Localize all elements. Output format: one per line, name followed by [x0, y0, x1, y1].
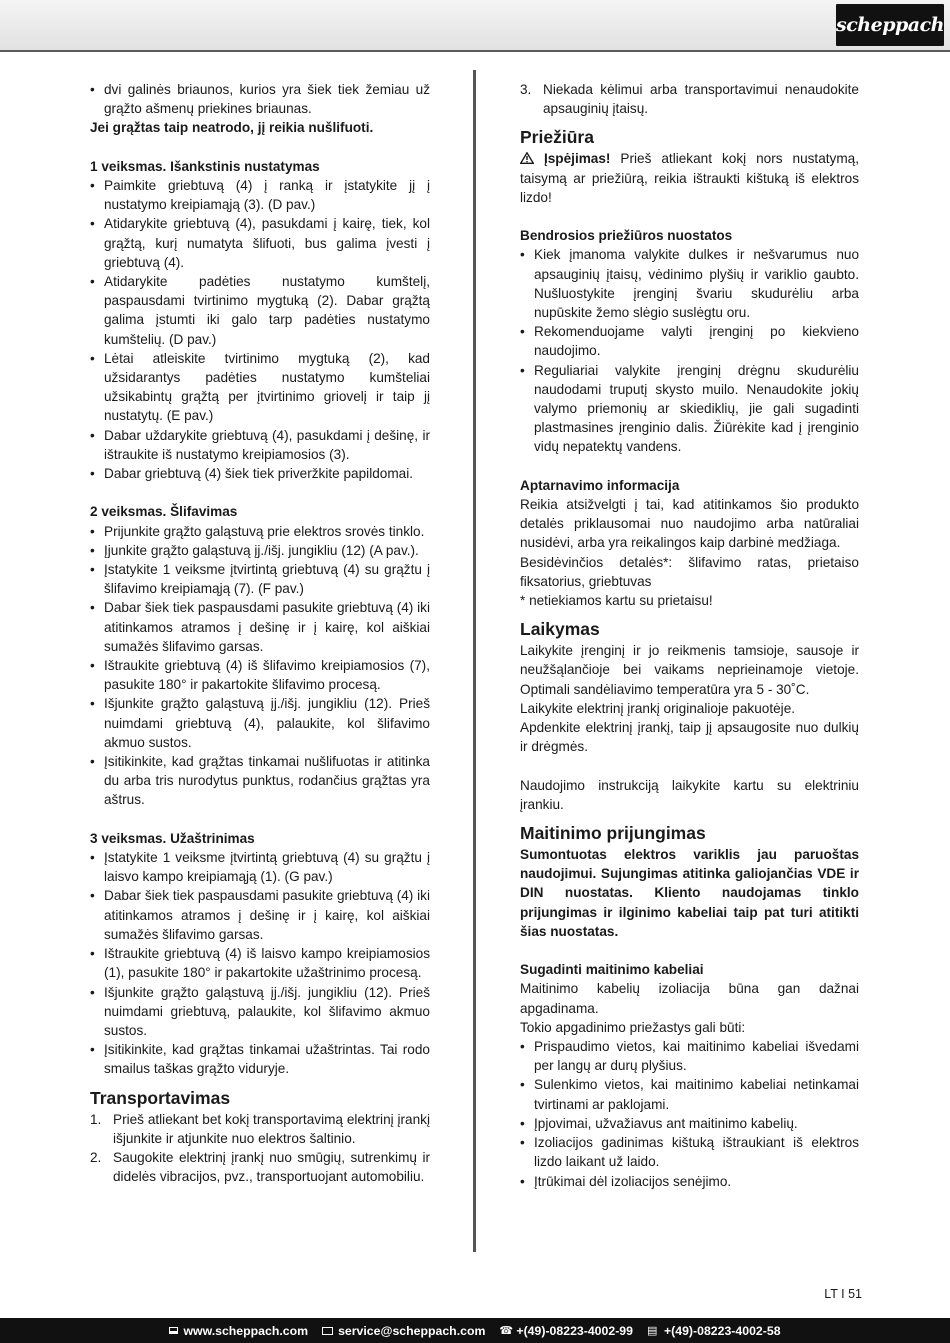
list-item: • Reguliariai valykite įrenginį drėgnu skudurėliu naudodami truputį skysto muilo. Nenaudokite jokių valymo priemonių ar skiediklių, jie gali sugadinti plastmasines įrenginio dalis. Žiūrėkite kad į įrenginio vidų nepatektų vandens.	[520, 361, 859, 457]
list-number: 3.	[520, 82, 532, 97]
footer-email	[322, 1324, 485, 1338]
list-item: • Išjunkite grąžto galąstuvą įj./išj. jungikliu (12). Prieš nuimdami griebtuvą (4), palaukite, kol šlifavimo akmuo sustos.	[90, 694, 430, 752]
step2-list	[90, 522, 430, 810]
list-text: Niekada kėlimui arba transportavimui nenaudokite apsauginių įtaisų.	[543, 82, 859, 117]
intro-list	[90, 80, 430, 118]
transport-heading: Transportavimas	[90, 1087, 231, 1108]
list-item: • Įtrūkimai dėl izoliacijos senėjimo.	[520, 1172, 859, 1191]
warning-label: Įspėjimas!	[543, 151, 611, 167]
list-item: • dvi galinės briaunos, kurios yra šiek tiek žemiau už grąžto ašmenų priekines briaunas.	[90, 80, 430, 118]
damaged-cables-title: Sugadinti maitinimo kabeliai	[520, 962, 704, 978]
transport-list	[90, 1110, 430, 1187]
list-number: 1.	[90, 1111, 102, 1127]
brand-logo: scheppach	[836, 4, 944, 46]
page-number: LT I 51	[824, 1287, 862, 1301]
warning-text: Prieš atliekant kokį nors nustatymą, taisymą ar priežiūrą, reikia ištraukti kištuką iš elektros lizdo!	[520, 151, 859, 205]
warning-paragraph	[520, 149, 859, 207]
footer-bar	[0, 1318, 950, 1343]
damaged-causes-list	[520, 1037, 859, 1191]
list-item: • Išjunkite grąžto galąstuvą įj./išj. jungikliu (12). Prieš nuimdami griebtuvą, palaukite, kol šlifavimo akmuo sustos.	[90, 983, 430, 1041]
footer-phone-text: +(49)-08223-4002-99	[516, 1323, 633, 1338]
list-item: • Dabar šiek tiek paspausdami pasukite griebtuvą (4) iki atitinkamos atramos į dešinę ir į kairę, kol aiškiai sumažės šlifavimo garsas.	[90, 598, 430, 656]
service-info-text: Reikia atsižvelgti į tai, kad atitinkamos šio produkto detalės priklausomai nuo naudojimo arba natūraliai nusidėvi, arba yra reikalingos kaip darbinė medžiaga.	[520, 497, 859, 551]
intro-bold-note: Jei grąžtas taip neatrodo, jį reikia nušlifuoti.	[90, 120, 374, 136]
power-heading: Maitinimo prijungimas	[520, 823, 706, 844]
storage-text: Laikykite įrenginį ir jo reikmenis tamsioje, sausoje ir neužšąlančioje bei vaikams neprieinamoje vietoje. Optimali sandėliavimo temperatūra yra 5 - 30˚C.	[520, 643, 859, 697]
footer-email-text: service@scheppach.com	[338, 1323, 486, 1338]
warning-icon	[520, 152, 534, 164]
footer-fax-text: +(49)-08223-4002-58	[663, 1323, 781, 1338]
list-item: • Įjunkite grąžto galąstuvą įj./išj. jungikliu (12) (A pav.).	[90, 541, 430, 560]
list-item: • Dabar uždarykite griebtuvą (4), pasukdami į dešinę, ir ištraukite iš nustatymo kreipiamosios (3).	[90, 426, 430, 464]
footer-phone	[499, 1324, 633, 1338]
list-item: • Įsitikinkite, kad grąžtas tinkamai užaštrintas. Tai rodo smailus taškas grąžto viduryje.	[90, 1040, 430, 1078]
list-item	[90, 1110, 430, 1148]
list-item: • Atidarykite padėties nustatymo kumštelį, paspausdami tvirtinimo mygtuką (2). Dabar grąžtą galima įstumti iki galo tarp padėties nustatymo kumštelių. (D pav.)	[90, 272, 430, 349]
step1-list	[90, 176, 430, 483]
list-item: • Įstatykite 1 veiksme įtvirtintą griebtuvą (4) su grąžtu į šlifavimo kreipiamąją (7). (F pav.)	[90, 560, 430, 598]
step2-title: 2 veiksmas. Šlifavimas	[90, 504, 238, 520]
transport-list-cont	[520, 80, 859, 118]
service-info-title: Aptarnavimo informacija	[520, 477, 680, 493]
maintenance-heading: Priežiūra	[520, 127, 594, 148]
list-text: Prieš atliekant bet kokį transportavimą elektrinį įrankį išjunkite ir atjunkite nuo elektros šaltinio.	[113, 1111, 430, 1146]
step3-list	[90, 848, 430, 1078]
power-bold-text: Sumontuotas elektros variklis jau paruoštas naudojimui. Sujungimas atitinka galiojančias VDE ir DIN nuostatas. Kliento naudojamas tinklo prijungimas ir ilginimo kabeliai taip pat turi atitikti šias nuostatas.	[520, 847, 859, 939]
storage-line: Naudojimo instrukciją laikykite kartu su elektriniu įrankiu.	[520, 777, 859, 812]
list-item	[90, 1148, 430, 1186]
list-item: • Prijunkite grąžto galąstuvą prie elektros srovės tinklo.	[90, 522, 430, 541]
header-bar	[0, 0, 950, 52]
storage-line: Apdenkite elektrinį įrankį, taip jį apsaugosite nuo dulkių ir drėgmės.	[520, 720, 859, 755]
list-item: • Ištraukite griebtuvą (4) iš laisvo kampo kreipiamosios (1), pasukite 180° ir pakartokite užaštrinimo procesą.	[90, 944, 430, 982]
storage-line: Laikykite elektrinį įrankį originalioje pakuotėje.	[520, 700, 796, 716]
phone-icon: ☎	[499, 1324, 514, 1337]
general-maintenance-list	[520, 245, 859, 456]
column-divider	[473, 70, 476, 1252]
list-item: • Ištraukite griebtuvą (4) iš šlifavimo kreipiamosios (7), pasukite 180° ir pakartokite šlifavimo procesą.	[90, 656, 430, 694]
fax-icon: ▤	[646, 1324, 658, 1337]
list-item	[520, 80, 859, 118]
step3-title: 3 veiksmas. Užaštrinimas	[90, 830, 255, 846]
general-maintenance-title: Bendrosios priežiūros nuostatos	[520, 228, 733, 244]
damaged-causes-intro: Tokio apgadinimo priežastys gali būti:	[520, 1019, 746, 1035]
list-item: • Lėtai atleiskite tvirtinimo mygtuką (2), kad užsidarantys padėties nustatymo kumšteliai užsikabintų grąžtą per įtvirtinimo griovelį ir taip jį nustatytų. (E pav.)	[90, 349, 430, 426]
footer-web-text: www.scheppach.com	[183, 1323, 309, 1338]
storage-heading: Laikymas	[520, 619, 600, 640]
step1-title: 1 veiksmas. Išankstinis nustatymas	[90, 158, 320, 174]
list-item: • Rekomenduojame valyti įrenginį po kiekvieno naudojimo.	[520, 322, 859, 360]
list-item: • Dabar šiek tiek paspausdami pasukite griebtuvą (4) iki atitinkamos atramos į dešinę ir į kairę, kol aiškiai sumažės šlifavimo garsas.	[90, 886, 430, 944]
right-column	[520, 80, 859, 1191]
footer-fax	[647, 1324, 781, 1338]
list-item: • Įstatykite 1 veiksme įtvirtintą griebtuvą (4) su grąžtu į laisvo kampo kreipiamąją (1). (G pav.)	[90, 848, 430, 886]
service-note: * netiekiamos kartu su prietaisu!	[520, 593, 713, 609]
email-icon	[322, 1327, 333, 1335]
damaged-cables-text: Maitinimo kabelių izoliacija būna gan dažnai apgadinama.	[520, 981, 859, 1016]
list-item: • Atidarykite griebtuvą (4), pasukdami į kairę, tiek, kol grąžtą, kurį numatyta šlifuoti, bus galima įvesti į griebtuvą (4).	[90, 214, 430, 272]
list-number: 2.	[90, 1149, 102, 1165]
list-item: • Įsitikinkite, kad grąžtas tinkamai nušlifuotas ir atitinka du arba tris nurodytus punktus, rodančius grąžtas yra aštrus.	[90, 752, 430, 810]
service-wear-parts: Besidėvinčios detalės*: šlifavimo ratas, prietaiso fiksatorius, griebtuvas	[520, 554, 859, 589]
computer-icon	[169, 1327, 178, 1334]
list-item: • Prispaudimo vietos, kai maitinimo kabeliai išvedami per langų ar durų plyšius.	[520, 1037, 859, 1075]
footer-web	[169, 1324, 308, 1338]
list-item: • Izoliacijos gadinimas kištuką ištraukiant iš elektros lizdo laikant už laido.	[520, 1133, 859, 1171]
list-text: Saugokite elektrinį įrankį nuo smūgių, sutrenkimų ir didelės vibracijos, pvz., transportuojant automobiliu.	[113, 1149, 430, 1185]
list-item: • Sulenkimo vietos, kai maitinimo kabeliai netinkamai tvirtinami ar paklojami.	[520, 1075, 859, 1113]
left-column	[90, 80, 430, 1186]
list-item: • Įpjovimai, užvažiavus ant maitinimo kabelių.	[520, 1114, 859, 1133]
list-item: • Dabar griebtuvą (4) šiek tiek priveržkite papildomai.	[90, 464, 430, 483]
list-item: • Paimkite griebtuvą (4) į ranką ir įstatykite jį į nustatymo kreipiamąją (3). (D pav.)	[90, 176, 430, 214]
list-item: • Kiek įmanoma valykite dulkes ir nešvarumus nuo apsauginių įtaisų, vėdinimo plyšių ir variklio gaubto. Nušluostykite įrenginį švariu skudurėliu arba nupūskite žemo slėgio suslėgtu oru.	[520, 245, 859, 322]
